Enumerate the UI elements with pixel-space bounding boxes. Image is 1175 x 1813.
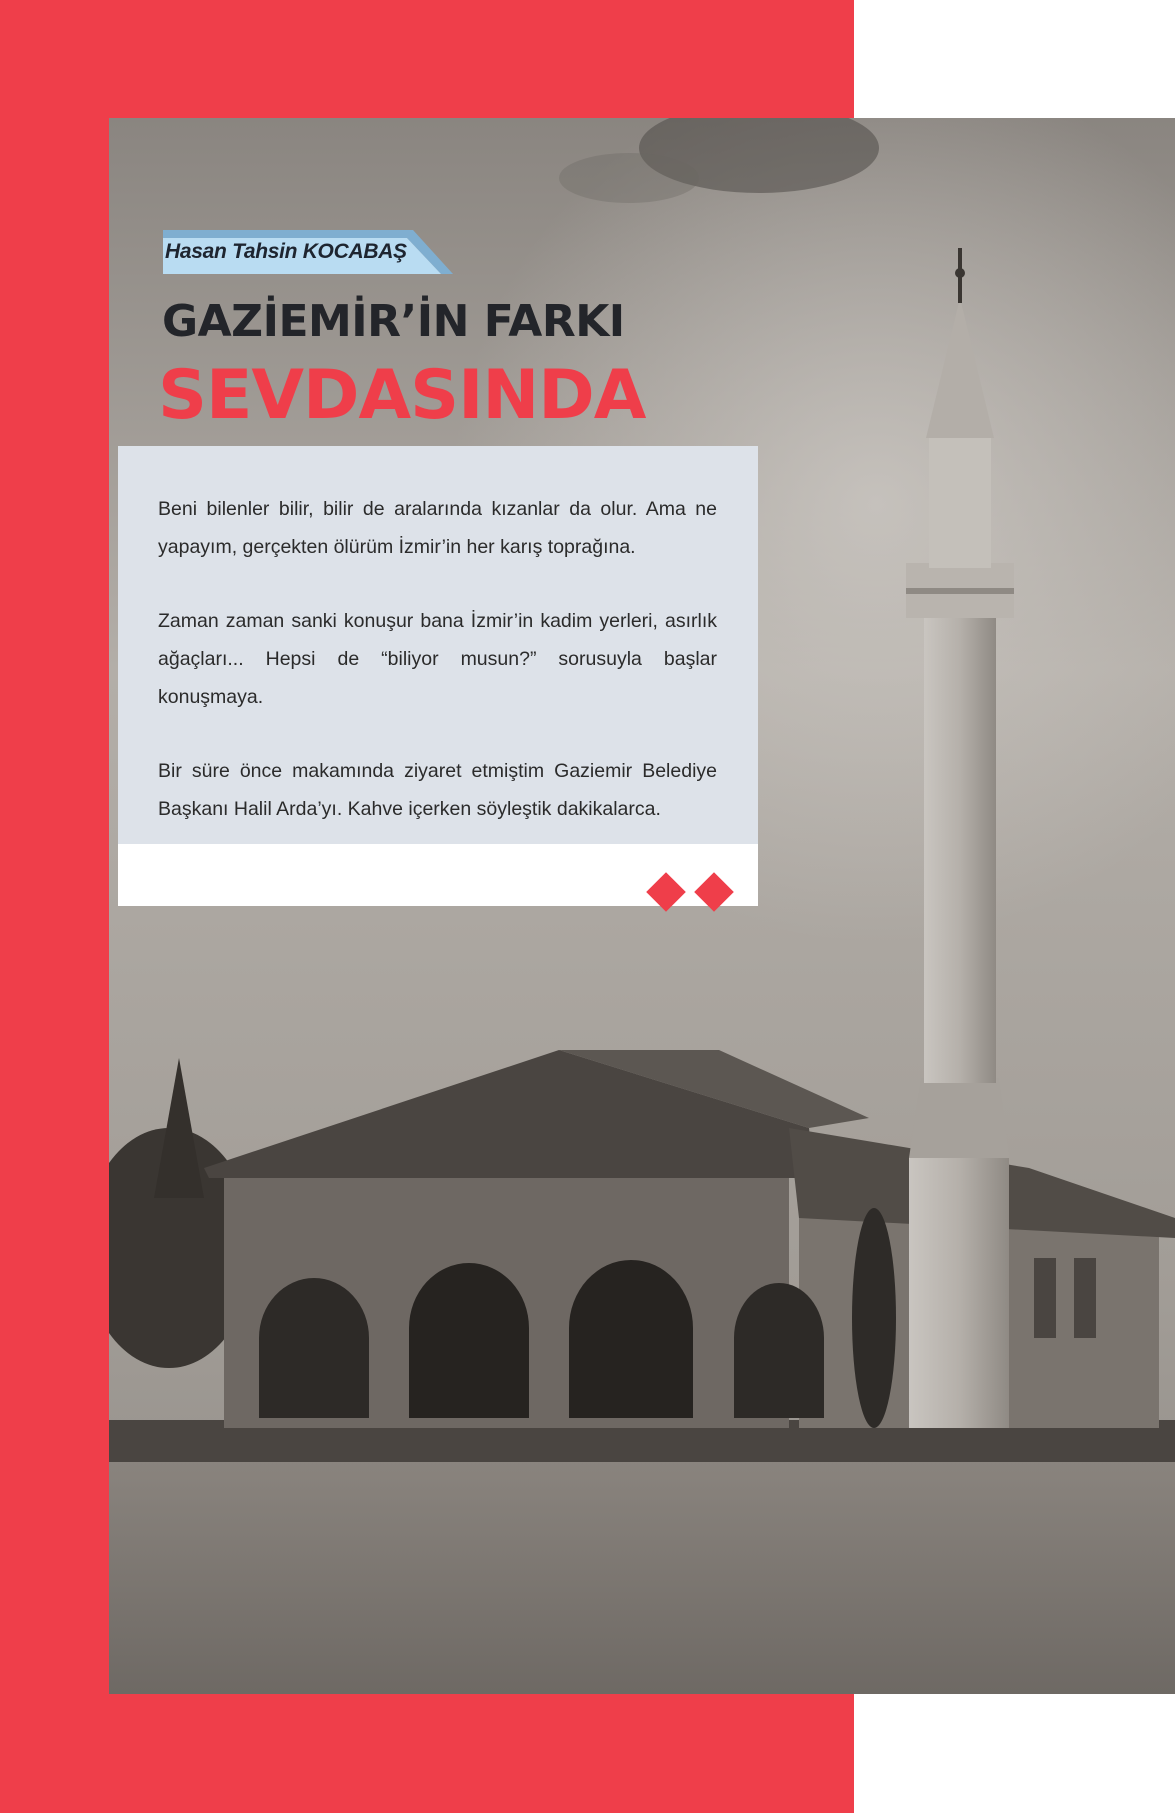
- author-name: Hasan Tahsin KOCABAŞ: [165, 240, 407, 263]
- intro-paragraph-2: Zaman zaman sanki konuşur bana İzmir’in kadim yerleri, asırlık ağaçları... Hepsi de “biliyor musun?” sorusuyla başlar konuşmaya.: [158, 610, 717, 708]
- historic-mosque-photo: [109, 118, 1175, 1694]
- article-title-line2: SEVDASINDA: [158, 356, 646, 435]
- intro-paragraph-1: Beni bilenler bilir, bilir de aralarında kızanlar da olur. Ama ne yapayım, gerçekten ölürüm İzmir’in her karış toprağına.: [158, 498, 717, 558]
- author-tag: [163, 230, 453, 274]
- article-title-line1: GAZİEMİR’İN FARKI: [162, 296, 625, 347]
- mosque-illustration: [109, 118, 1175, 1694]
- intro-paragraph-3: Bir süre önce makamında ziyaret etmiştim Gaziemir Belediye Başkanı Halil Arda’yı. Kahve içerken söyleştik dakikalarca.: [158, 760, 717, 820]
